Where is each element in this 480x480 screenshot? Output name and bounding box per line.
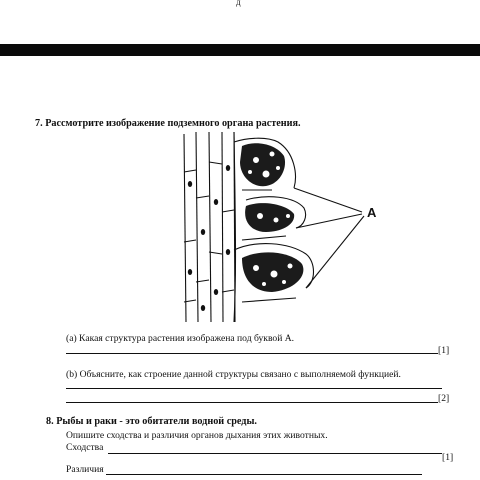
question-8-prompt: Опишите сходства и различия органов дыхания этих животных.	[66, 430, 328, 441]
mark-7a: [1]	[438, 345, 450, 356]
similarities-label: Сходства	[66, 442, 104, 453]
answer-line-7b-1[interactable]	[66, 388, 442, 389]
mark-7b: [2]	[438, 393, 450, 404]
mark-similarities: [1]	[442, 452, 454, 463]
answer-line-7b-2[interactable]	[66, 402, 438, 403]
question-8-title: 8. Рыбы и раки - это обитатели водной среды.	[46, 416, 257, 427]
black-band	[0, 44, 480, 56]
question-7b-text: (b) Объясните, как строение данной структуры связано с выполняемой функцией.	[66, 369, 401, 380]
answer-line-differences[interactable]	[106, 474, 422, 475]
page-top-fragment: д	[236, 0, 241, 7]
question-7-title: 7. Рассмотрите изображение подземного органа растения.	[35, 118, 301, 129]
differences-label: Различия	[66, 464, 104, 475]
answer-line-similarities[interactable]	[108, 453, 442, 454]
figure-label-a: A	[367, 205, 377, 220]
root-tissue-drawing	[176, 132, 388, 324]
answer-line-7a[interactable]	[66, 353, 438, 354]
question-7a-text: (a) Какая структура растения изображена под буквой А.	[66, 333, 295, 344]
root-hair-figure	[176, 132, 388, 324]
